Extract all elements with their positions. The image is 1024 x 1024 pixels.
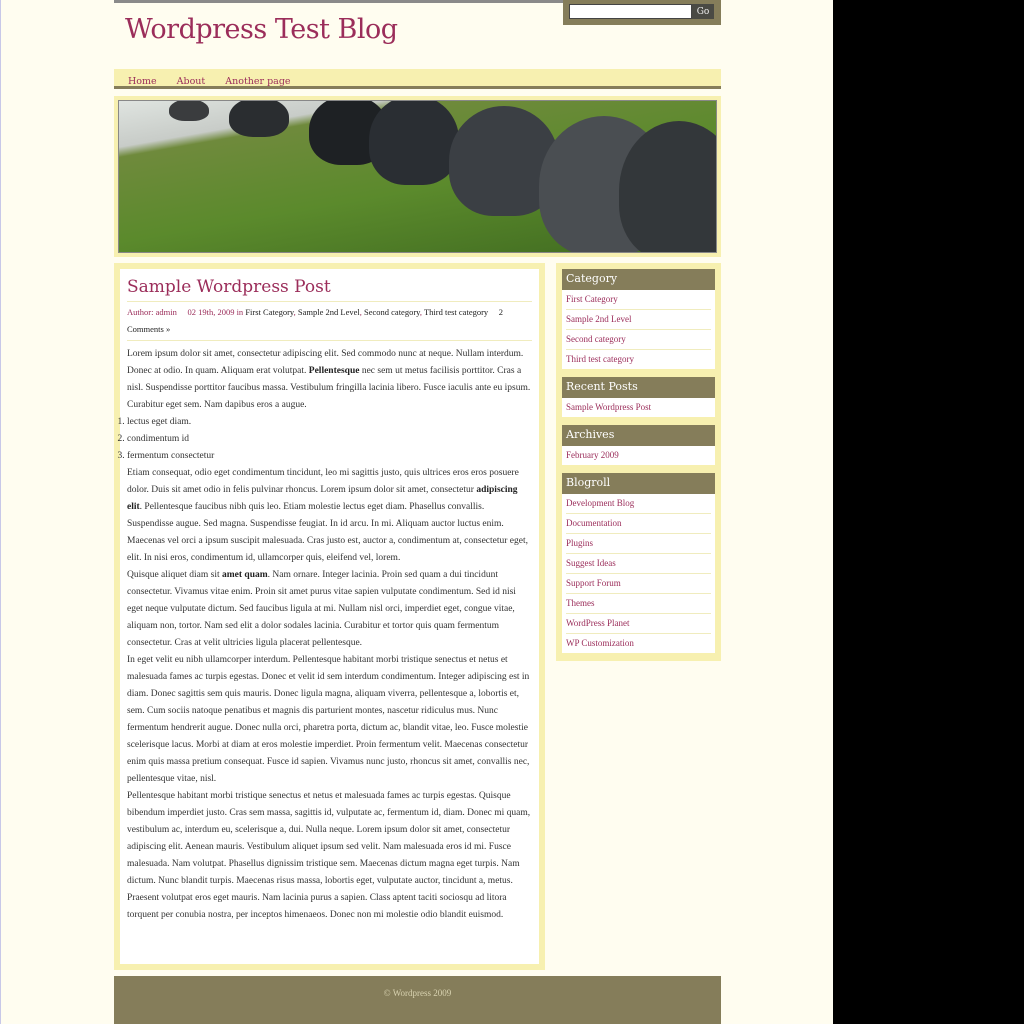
paragraph: Pellentesque habitant morbi tristique senectus et netus et malesuada fames ac turpis egestas. Quisque bibendum imperdiet justo. Cras sem massa, sagittis id, vulputate ac, fermentum id, diam. Donec mi quam, vestibulum ac, interdum eu, scelerisque a, dui. Nulla neque. Lorem ipsum dolor sit amet, consectetur adipiscing elit. Aenean mauris. Vestibulum aliquet ipsum sed velit. Nam malesuada eros id mi. Fusce malesuada. Nam volutpat. Phasellus dignissim tristique sem. Maecenas dictum magna eget turpis. Nam dictum. Nunc blandit turpis. Maecenas risus massa, lobortis eget, vulputate auctor, tincidunt a, metus. Praesent volutpat eros eget mauris. Nam lacinia purus a sapien. Class aptent taciti sociosqu ad litora torquent per conubia nostra, per inceptos himenaeos. Donec non mi molestie odio blandit euismod. [127,791,531,920]
nav-about[interactable]: About [176,76,206,87]
list-item: 2. condimentum id [127,431,532,448]
sidebar-link[interactable]: WP Customization [566,638,634,648]
main-row [114,263,721,970]
list-item: 1. lectus eget diam. [127,414,532,431]
widget-archives [562,425,715,465]
nav-another-page[interactable]: Another page [225,76,291,87]
post [120,269,539,964]
sidebar-link[interactable]: February 2009 [566,450,619,460]
widget-category [562,269,715,369]
category-link[interactable]: First Category [245,307,294,317]
widget-list [562,398,715,417]
paragraph: Quisque aliquet diam sit amet quam. Nam ornare. Integer lacinia. Proin sed quam a dui tincidunt consectetur. Vivamus vitae enim. Proin sit amet purus vitae sapien vulputate condimentum. Sed id nisi eget neque vulputate dictum. Sed faucibus ligula at mi. Nullam nisl orci, imperdiet eget, congue vitae, aliquam non, tortor. Nam sed elit a dolor sodales lacinia. Curabitur et tortor quis quam fermentum consectetur. Cras at velit ultricies ligula placerat pellentesque. [127,570,516,648]
sidebar-link[interactable]: Second category [566,330,711,350]
list-item: 3. fermentum consectetur [127,448,532,465]
widget-list [562,290,715,369]
comments-link[interactable]: 2 Comments » [127,307,504,334]
post-title[interactable]: Sample Wordpress Post [127,277,532,302]
sidebar-link[interactable]: Third test category [566,354,634,364]
post-body [127,346,532,924]
paragraph: Etiam consequat, odio eget condimentum tincidunt, leo mi sagittis justo, quis ultrices eros eros posuere dolor. Duis sit amet odio in felis pulvinar rhoncus. Lorem ipsum dolor sit amet, consectetur adipiscing elit. Pellentesque faucibus nibh quis leo. Etiam molestie lectus eget diam. Phasellus convallis. Suspendisse augue. Sed magna. Suspendisse feugiat. In id arcu. In mi. Aliquam auctor luctus enim. Maecenas vel orci a ipsum suscipit malesuada. Cras justo est, auctor a, condimentum at, consectetur eget, elit. In nisi eros, condimentum id, ullamcorper quis, eleifend vel, lorem. [127,468,528,563]
widget-blogroll [562,473,715,653]
footer [114,976,721,1024]
paragraph: Lorem ipsum dolor sit amet, consectetur adipiscing elit. Sed commodo nunc at neque. Nullam interdum. Donec at odio. In quam. Aliquam erat volutpat. Pellentesque nec sem ut metus facilisis porttitor. Cras a nisl. Suspendisse porttitor faucibus massa. Vestibulum fringilla lacinia libero. Fusce iaculis ante eu ipsum. Curabitur eget sem. Nam dapibus eros a augue. [127,349,531,410]
sidebar-link[interactable]: WordPress Planet [566,614,711,634]
paragraph: In eget velit eu nibh ullamcorper interdum. Pellentesque habitant morbi tristique senectus et netus et malesuada fames ac turpis egestas. Donec et velit id sem interdum condimentum. Integer adipiscing est in diam. Donec sagittis sem quis mauris. Donec ligula magna, aliquam viverra, pellentesque a, lobortis et, sem. Cum sociis natoque penatibus et magnis dis parturient montes, nascetur ridiculus mus. Nunc fermentum hendrerit augue. Donec nulla orci, pharetra porta, dictum ac, blandit vitae, leo. Fusce molestie scelerisque lacus. Morbi at diam at eros molestie imperdiet. Proin fermentum velit. Maecenas consectetur enim quis massa pretium consequat. Fusce id sapien. Vivamus nunc justo, rhoncus sit amet, convallis nec, pellentesque vitae, nisl. [127,655,530,784]
sidebar-link[interactable]: Themes [566,594,711,614]
category-link[interactable]: Second category [364,307,420,317]
widget-recent-posts [562,377,715,417]
sidebar-link[interactable]: Sample 2nd Level [566,310,711,330]
post-date: 02 19th, 2009 in [187,307,244,317]
sidebar-link[interactable]: Plugins [566,534,711,554]
nav-home[interactable]: Home [128,76,157,87]
sidebar-link[interactable]: Sample Wordpress Post [566,402,652,412]
category-link[interactable]: Third test category [423,307,489,317]
content-area [114,263,545,970]
search-go-button[interactable]: Go [692,4,714,19]
sidebar-link[interactable]: Development Blog [566,494,711,514]
widget-title: Blogroll [562,473,715,494]
blog-title[interactable]: Wordpress Test Blog [125,14,398,45]
post-author: Author: admin [127,307,177,317]
sidebar [556,263,721,661]
widget-list [562,494,715,653]
ordered-list [119,414,532,465]
widget-title: Archives [562,425,715,446]
widget-list [562,446,715,465]
sidebar-link[interactable]: Suggest Ideas [566,554,711,574]
post-meta: Author: admin 02 19th, 2009 in First Category, Sample 2nd Level, Second category, Third test category 2 Comments » [127,304,532,341]
main-flow [114,0,721,1024]
category-link[interactable]: Sample 2nd Level [297,307,360,317]
widget-title: Category [562,269,715,290]
sidebar-link[interactable]: Support Forum [566,574,711,594]
sidebar-link[interactable]: First Category [566,290,711,310]
sidebar-link[interactable]: Documentation [566,514,711,534]
copyright: © Wordpress 2009 [383,988,452,998]
widget-title: Recent Posts [562,377,715,398]
